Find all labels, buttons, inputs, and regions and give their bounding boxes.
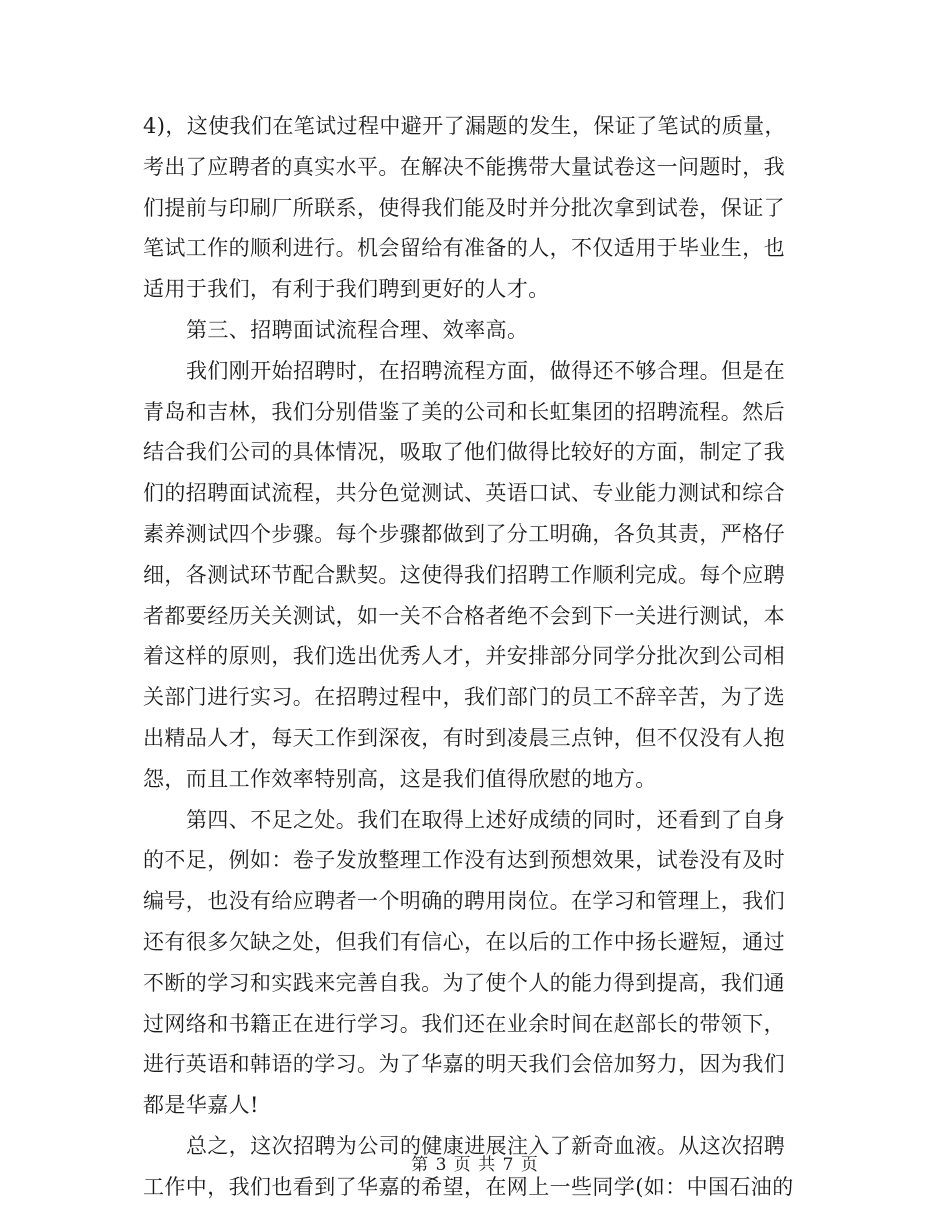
text-line: 笔试工作的顺利进行。机会留给有准备的人，不仅适用于毕业生，也: [143, 236, 785, 261]
text-line: 总之，这次招聘为公司的健康进展注入了新奇血液。从这次招聘: [186, 1133, 786, 1158]
text-line: 我们刚开始招聘时，在招聘流程方面，做得还不够合理。但是在: [186, 358, 786, 383]
text-line: 怨，而且工作效率特别高，这是我们值得欣慰的地方。: [143, 766, 657, 791]
text-line: 细，各测试环节配合默契。这使得我们招聘工作顺利完成。每个应聘: [143, 562, 785, 587]
paragraph: [143, 106, 815, 310]
text-line: 进行英语和韩语的学习。为了华嘉的明天我们会倍加努力，因为我们: [143, 1052, 785, 1077]
text-line: 的不足，例如：卷子发放整理工作没有达到预想效果，试卷没有及时: [143, 848, 785, 873]
text-line: 关部门进行实习。在招聘过程中，我们部门的员工不辞辛苦，为了选: [143, 685, 785, 710]
text-line: 过网络和书籍正在进行学习。我们还在业余时间在赵部长的带领下，: [143, 1011, 785, 1036]
text-line: 第三、招聘面试流程合理、效率高。: [186, 317, 529, 342]
text-line: 第四、不足之处。我们在取得上述好成绩的同时，还看到了自身: [186, 807, 786, 832]
text-line: 都是华嘉人!: [143, 1093, 259, 1118]
text-line: 者都要经历关关测试，如一关不合格者绝不会到下一关进行测试，本: [143, 603, 785, 628]
text-line: 4)，这使我们在笔试过程中避开了漏题的发生，保证了笔试的质量，: [143, 114, 786, 138]
text-line: 着这样的原则，我们选出优秀人才，并安排部分同学分批次到公司相: [143, 644, 785, 669]
text-line: 适用于我们，有利于我们聘到更好的人才。: [143, 277, 550, 302]
text-line: 素养测试四个步骤。每个步骤都做到了分工明确，各负其责，严格仔: [143, 521, 785, 546]
text-line: 们的招聘面试流程，共分色觉测试、英语口试、专业能力测试和综合: [143, 481, 785, 506]
paragraph: [143, 310, 815, 351]
paragraph: [143, 351, 815, 800]
text-line: 编号，也没有给应聘者一个明确的聘用岗位。在学习和管理上，我们: [143, 889, 785, 914]
paragraph: [143, 800, 815, 1126]
text-line: 工作中，我们也看到了华嘉的希望，在网上一些同学(如：中国石油的: [143, 1174, 794, 1199]
text-line: 考出了应聘者的真实水平。在解决不能携带大量试卷这一问题时，我: [143, 154, 785, 179]
document-body: [143, 106, 815, 1208]
text-line: 结合我们公司的具体情况，吸取了他们做得比较好的方面，制定了我: [143, 440, 785, 465]
page-footer: 第 3 页 共 7 页: [411, 1155, 539, 1175]
text-line: 还有很多欠缺之处，但我们有信心，在以后的工作中扬长避短，通过: [143, 929, 785, 954]
text-line: 不断的学习和实践来完善自我。为了使个人的能力得到提高，我们通: [143, 970, 785, 995]
text-line: 出精品人才，每天工作到深夜，有时到凌晨三点钟，但不仅没有人抱: [143, 725, 785, 750]
text-line: 青岛和吉林，我们分别借鉴了美的公司和长虹集团的招聘流程。然后: [143, 399, 785, 424]
text-line: 们提前与印刷厂所联系，使得我们能及时并分批次拿到试卷，保证了: [143, 195, 785, 220]
